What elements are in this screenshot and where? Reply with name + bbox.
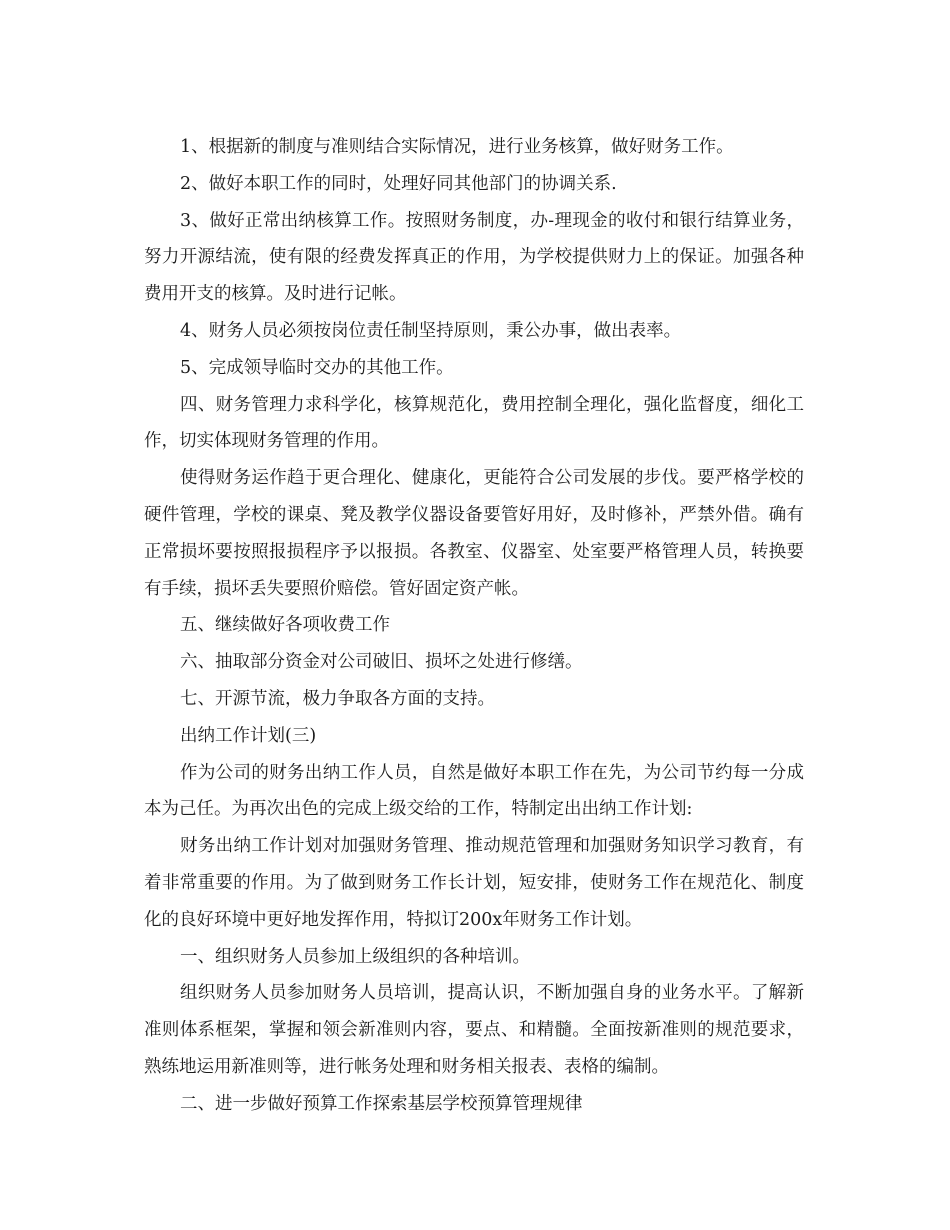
paragraph-4: 4、财务人员必须按岗位责任制坚持原则，秉公办事，做出表率。 [180, 320, 682, 341]
paragraph-3: 3、做好正常出纳核算工作。按照财务制度，办-理现金的收付和银行结算业务，努力开源结流，使有限的经费发挥真正的作用，为学校提供财力上的保证。加强各种费用开支的核算。及时进行记帐。 [144, 210, 804, 305]
paragraph-16: 二、进一步做好预算工作探索基层学校预算管理规律 [180, 1093, 583, 1114]
paragraph-13: 财务出纳工作计划对加强财务管理、推动规范管理和加强财务知识学习教育，有着非常重要的作用。为了做到财务工作长计划，短安排，使财务工作在规范化、制度化的良好环境中更好地发挥作用，特拟订200x年财务工作计划。 [144, 836, 804, 930]
section-heading: 出纳工作计划(三) [180, 725, 317, 746]
paragraph-15: 组织财务人员参加财务人员培训，提高认识，不断加强自身的业务水平。了解新准则体系框架，掌握和领会新准则内容，要点、和精髓。全面按新准则的规范要求，熟练地运用新准则等，进行帐务处理和财务相关报表、表格的编制。 [144, 983, 804, 1077]
paragraph-10: 七、开源节流，极力争取各方面的支持。 [180, 688, 495, 709]
paragraph-6: 四、财务管理力求科学化，核算规范化，费用控制全理化，强化监督度，细化工作，切实体现财务管理的作用。 [144, 394, 804, 452]
paragraph-8: 五、继续做好各项收费工作 [180, 615, 390, 636]
paragraph-1: 1、根据新的制度与准则结合实际情况，进行业务核算，做好财务工作。 [180, 137, 734, 157]
paragraph-2: 2、做好本职工作的同时，处理好同其他部门的协调关系. [180, 173, 617, 194]
paragraph-9: 六、抽取部分资金对公司破旧、损坏之处进行修缮。 [180, 652, 583, 673]
paragraph-7: 使得财务运作趋于更合理化、健康化，更能符合公司发展的步伐。要严格学校的硬件管理，学校的课桌、凳及教学仪器设备要管好用好，及时修补，严禁外借。确有正常损坏要按照报损程序予以报损。各教室、仪器室、处室要严格管理人员，转换要有手续，损坏丢失要照价赔偿。管好固定资产帐。 [144, 468, 804, 599]
paragraph-14: 一、组织财务人员参加上级组织的各种培训。 [180, 946, 530, 967]
document-body [144, 129, 804, 1123]
paragraph-12: 作为公司的财务出纳工作人员，自然是做好本职工作在先，为公司节约每一分成本为己任。为再次出色的完成上级交给的工作，特制定出出纳工作计划: [144, 762, 804, 820]
paragraph-5: 5、完成领导临时交办的其他工作。 [180, 357, 454, 378]
